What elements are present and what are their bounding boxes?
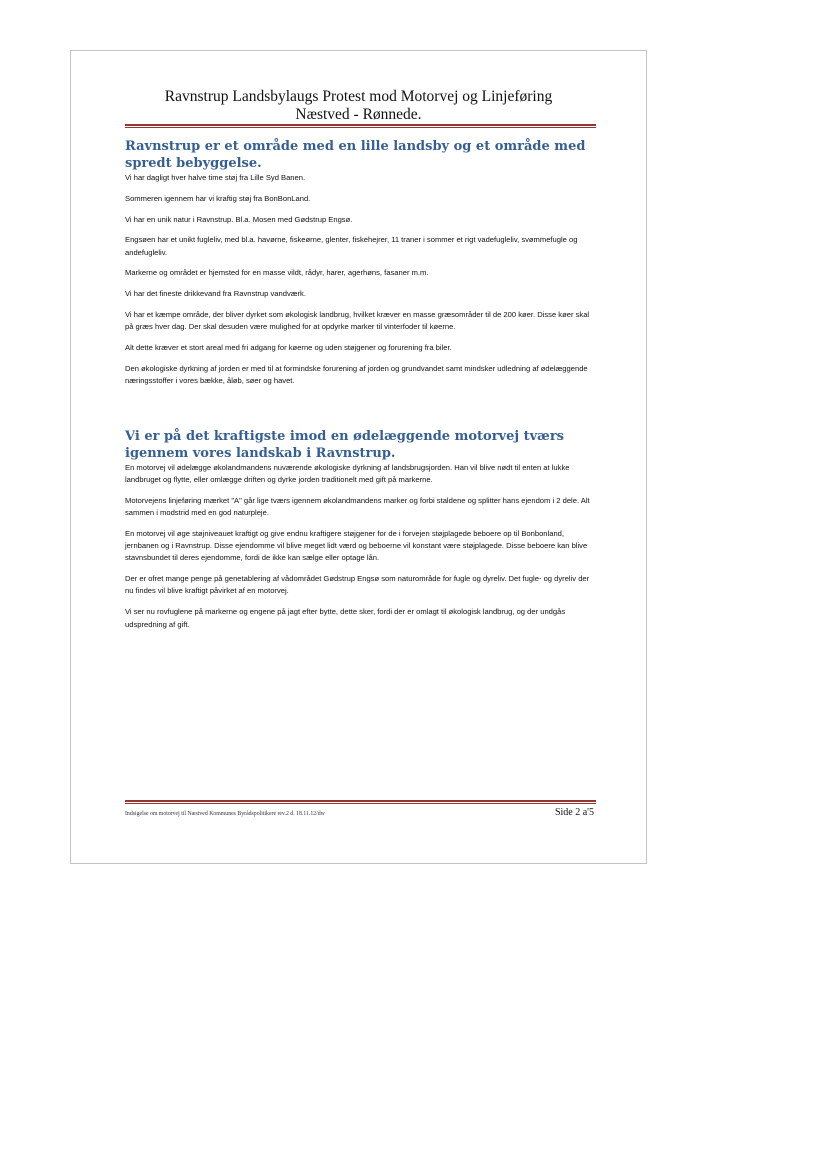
footer-divider	[125, 800, 596, 804]
section-2-paragraph: En motorvej vil ødelægge økolandmandens nuværende økologiske dyrkning af landsbrugsjorden. Han vil blive nødt til enten at lukke landbruget og flytte, eller omlægge driften og dyrke jorden traditionelt med gift på markerne.	[125, 462, 570, 484]
section-1-heading: Ravnstrup er et område med en lille landsby og et område med spredt bebyggelse.	[125, 139, 586, 171]
section-2-paragraph: Motorvejens linjeføring mærket "A" går lige tværs igennem økolandmandens marker og forbi staldene og splitter hans ejendom i 2 dele. Alt sammen i modstrid med en god naturpleje.	[125, 495, 590, 517]
section-1-paragraph: Den økologiske dyrkning af jorden er med til at formindske forurening af jorden og grundvandet samt mindsker udledning af ødelæggende næringsstoffer i vores bække, åløb, søer og havet.	[125, 363, 588, 386]
footer-note: Indsigelse om motorvej til Næstved Kommunes Byrådspolitikere rev.2 d. 18.11.12/dw	[125, 811, 325, 817]
section-1-paragraph: Engsøen har et unikt fugleliv, med bl.a. havørne, fiskeørne, glenter, fiskehejrer, 11 traner i sommer et rigt vadefugleliv, svømmefugle og andefugleliv.	[125, 235, 578, 257]
document-page	[70, 50, 647, 864]
document-body	[125, 138, 598, 639]
section-1-paragraph: Vi har det fineste drikkevand fra Ravnstrup vandværk.	[125, 289, 306, 299]
header-divider	[125, 124, 596, 128]
section-2-paragraph: Der er ofret mange penge på genetablering af vådområdet Gødstrup Engsø som naturområde for fugle og dyreliv. Det fugle- og dyreliv der nu findes vil blive kraftigt påvirket af en motorvej.	[125, 574, 590, 596]
section-1-paragraph: Markerne og området er hjemsted for en masse vildt, rådyr, harer, agerhøns, fasaner m.m.	[125, 268, 429, 278]
section-1-paragraph: Vi har en unik natur i Ravnstrup. Bl.a. Mosen med Gødstrup Engsø.	[125, 214, 353, 224]
header-title-line-1: Ravnstrup Landsbylaugs Protest mod Motorvej og Linjeføring	[164, 88, 553, 105]
section-2-paragraph: En motorvej vil øge støjniveauet kraftigt og give endnu kraftigere støjgener for de i forvejen støjplagede beboere op til Bonbonland, jernbanen og i Ravnstrup. Disse ejendomme vil blive meget lidt værd og beboerne vil konstant være støjplagede. Disse beboere kan blive stavnsbundet til deres ejendomme, fordi de ikke kan sælge eller optage lån.	[125, 528, 588, 563]
document-header-title	[71, 88, 646, 124]
section-2-paragraph: Vi ser nu rovfuglene på markerne og engene på jagt efter bytte, dette sker, fordi der er omlagt til økologisk landbrug, og der undgås udspredning af gift.	[125, 607, 566, 629]
section-1-paragraph: Sommeren igennem har vi kraftig støj fra BonBonLand.	[125, 193, 311, 203]
section-1-paragraph: Vi har et kæmpe område, der bliver dyrket som økologisk landbrug, hvilket kræver en masse græsområder til de 200 køer. Disse køer skal på græs hver dag. Der skal desuden være mulighed for at opdyrke marker til vinterfoder til køerne.	[125, 310, 590, 332]
section-2-heading: Vi er på det kraftigste imod en ødelæggende motorvej tværs igennem vores landskab i Ravnstrup.	[125, 428, 564, 461]
header-title-line-2: Næstved - Rønnede.	[295, 106, 422, 123]
section-1-paragraph: Alt dette kræver et stort areal med fri adgang for køerne og uden støjgener og forurening fra biler.	[125, 343, 452, 353]
section-1	[125, 138, 598, 388]
section-1-paragraph: Vi har dagligt hver halve time støj fra Lille Syd Banen.	[125, 173, 306, 182]
section-2	[125, 428, 598, 631]
page-number: Side 2 a'5	[554, 807, 594, 818]
